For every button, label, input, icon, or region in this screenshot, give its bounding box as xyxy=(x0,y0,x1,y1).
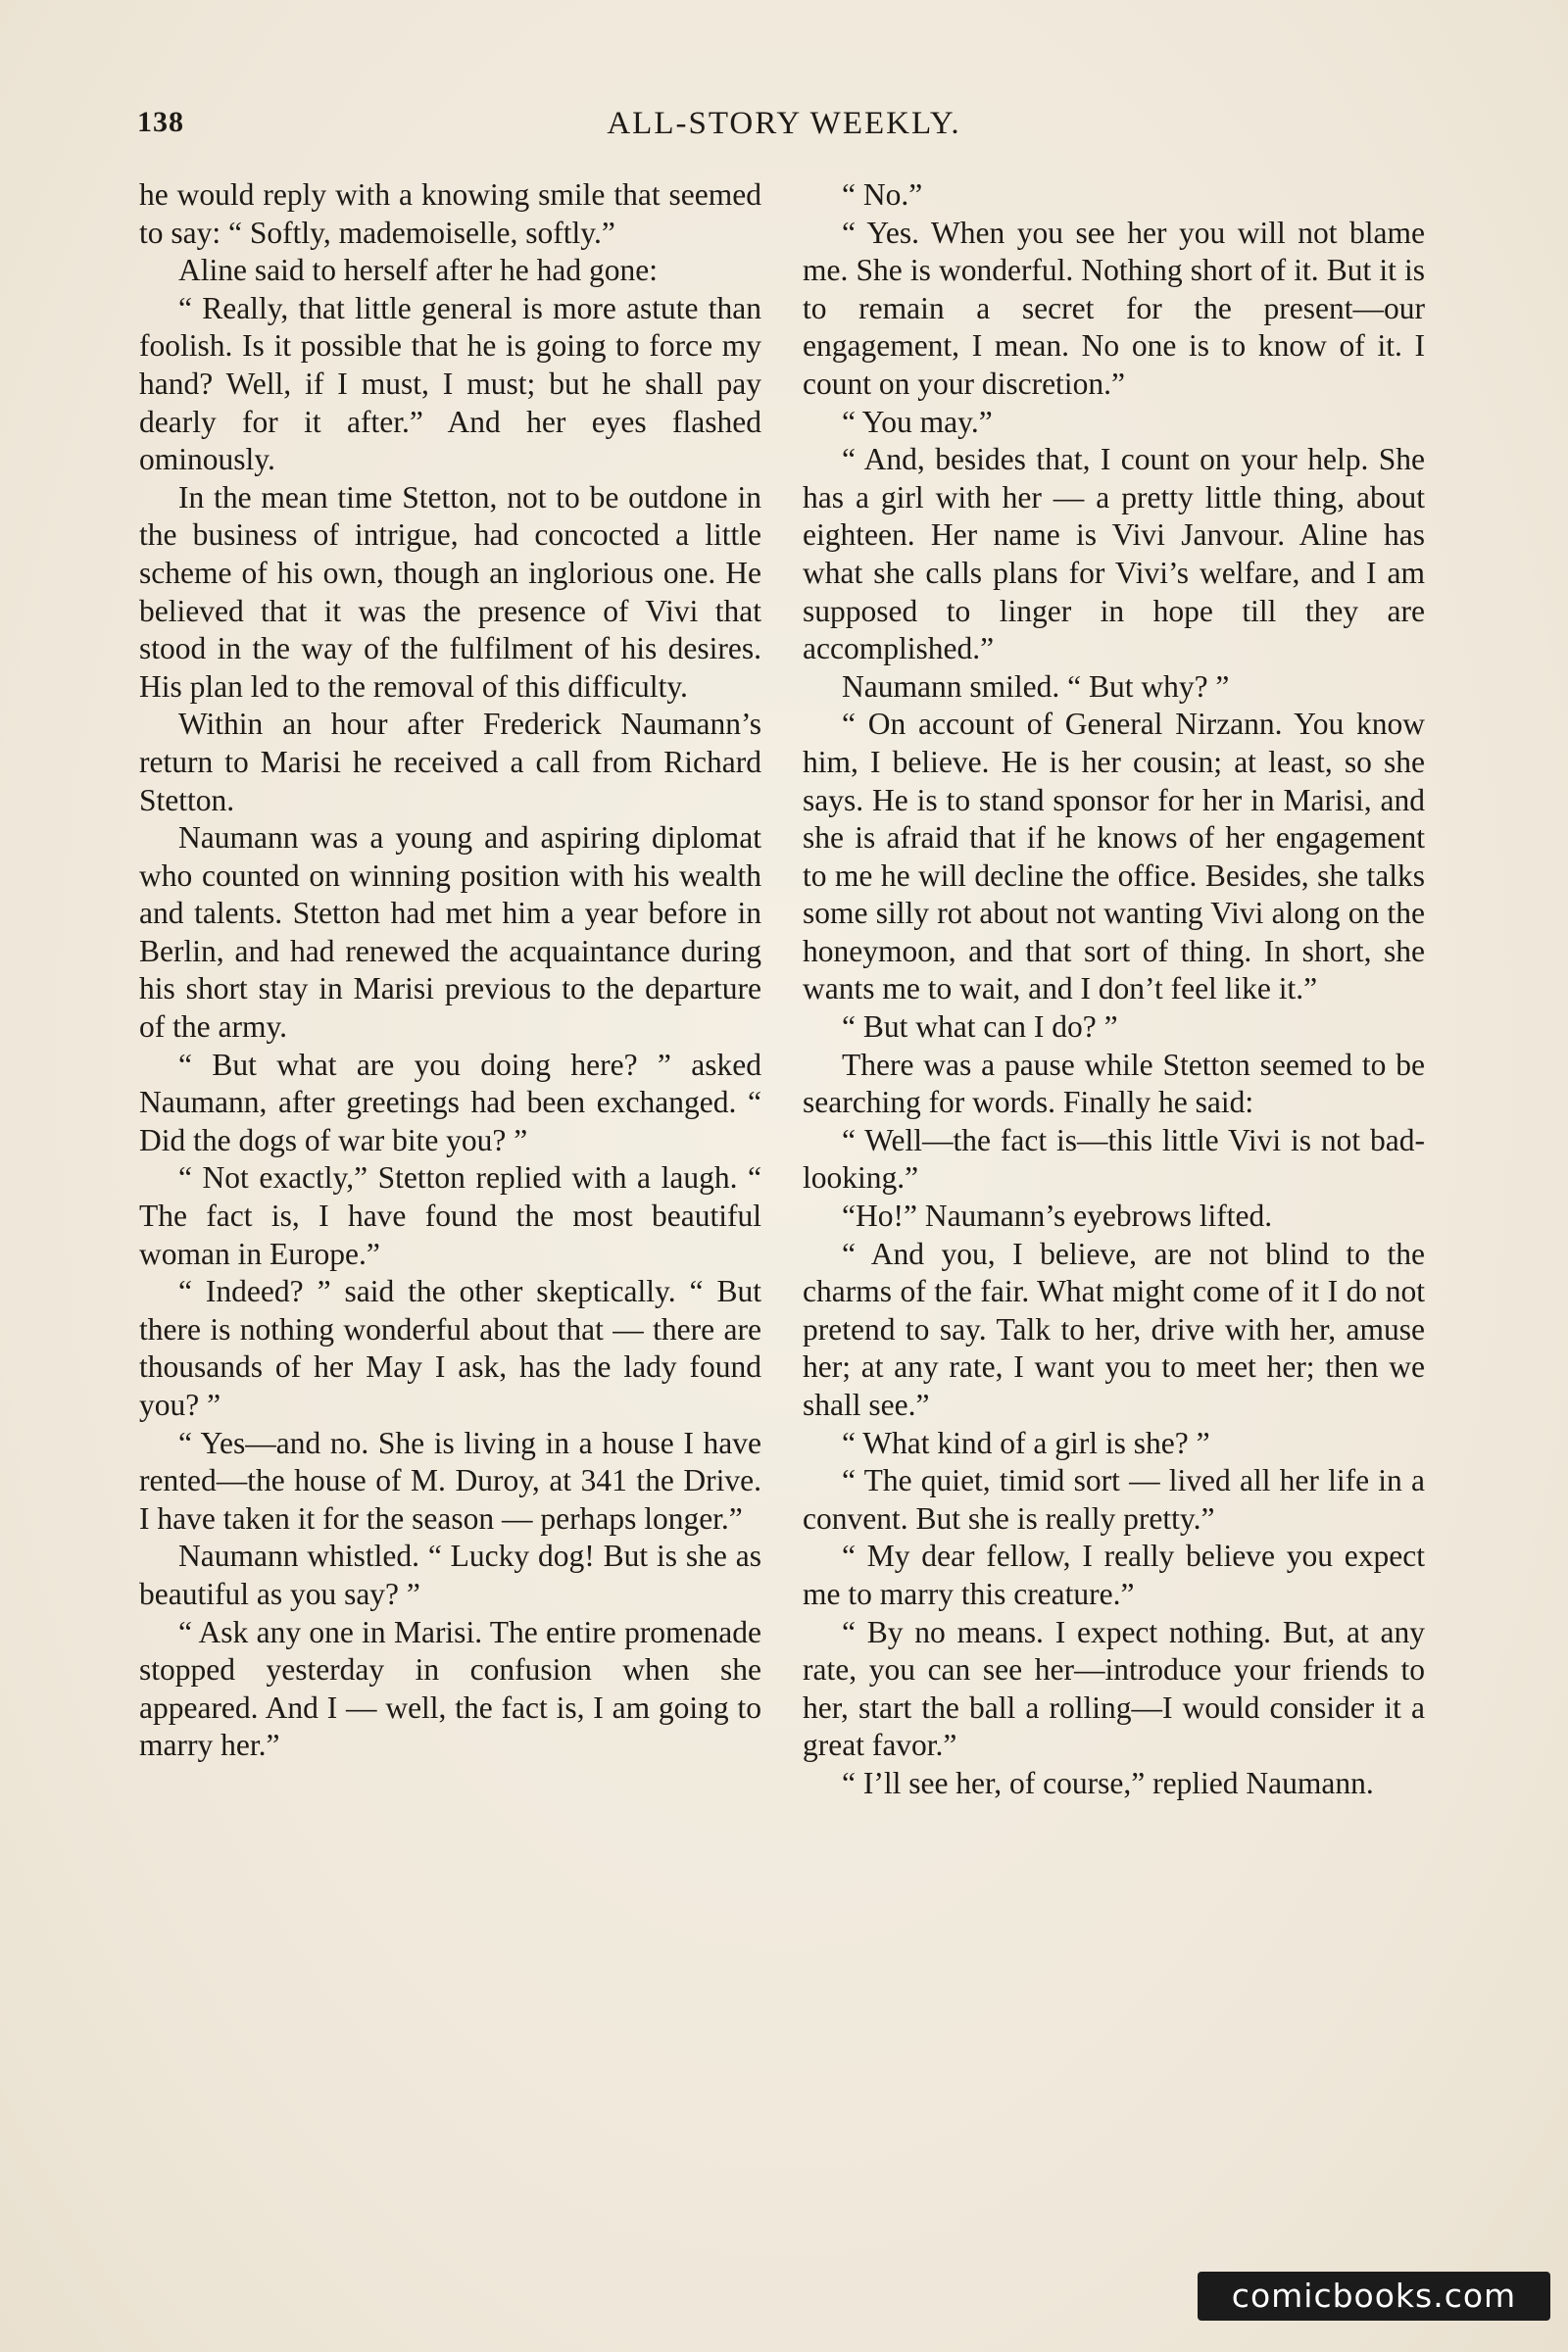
paragraph: “ No.” xyxy=(842,177,923,212)
paragraph: “ Well—the fact is—this little Vivi is not bad-looking.” xyxy=(803,1122,1425,1196)
right-column xyxy=(803,176,1425,1803)
paragraph: “ You may.” xyxy=(842,404,993,439)
paragraph: “ What kind of a girl is she? ” xyxy=(842,1425,1210,1460)
running-head: ALL-STORY WEEKLY. xyxy=(607,106,961,141)
paragraph: “ Really, that little general is more astute than foolish. Is it possible that he is going to force my hand? Well, if I must, I must; but he shall pay dearly for it after.” And her eyes flashed ominously. xyxy=(139,290,761,477)
paragraph: “Ho!” Naumann’s eyebrows lifted. xyxy=(842,1199,1273,1234)
watermark-badge: comicbooks.com xyxy=(1198,2272,1550,2321)
page-header xyxy=(137,106,1431,145)
paragraph: Aline said to herself after he had gone: xyxy=(178,253,658,288)
paragraph: “ Yes. When you see her you will not blame me. She is wonderful. Nothing short of it. But it is to remain a secret for the present—our engagement, I mean. No one is to know of it. I count on your discretion.” xyxy=(803,215,1425,401)
paragraph: “ Indeed? ” said the other skeptically. “ But there is nothing wonderful about that — there are thousands of her May I ask, has the lady found you? ” xyxy=(139,1274,761,1422)
paragraph: “ But what can I do? ” xyxy=(842,1009,1118,1045)
paragraph: “ Not exactly,” Stetton replied with a laugh. “ The fact is, I have found the most beautiful woman in Europe.” xyxy=(139,1160,761,1271)
paragraph: There was a pause while Stetton seemed to be searching for words. Finally he said: xyxy=(803,1047,1425,1120)
paragraph: “ My dear fellow, I really believe you expect me to marry this creature.” xyxy=(803,1539,1425,1611)
paragraph: Naumann smiled. “ But why? ” xyxy=(842,668,1230,704)
paragraph: In the mean time Stetton, not to be outdone in the business of intrigue, had concocted a little scheme of his own, though an inglorious one. He believed that it was the presence of Vivi that stood in the way of the fulfilment of his desires. His plan led to the removal of this difficulty. xyxy=(139,479,761,704)
page-number: 138 xyxy=(137,106,184,138)
paragraph: “ Ask any one in Marisi. The entire promenade stopped yesterday in confusion when she appeared. And I — well, the fact is, I am going to marry her.” xyxy=(139,1614,761,1763)
paragraph: he would reply with a knowing smile that seemed to say: “ Softly, mademoiselle, softly.” xyxy=(139,177,761,250)
paragraph: Within an hour after Frederick Naumann’s return to Marisi he received a call from Richard Stetton. xyxy=(139,707,761,817)
paragraph: “ I’ll see her, of course,” replied Naumann. xyxy=(842,1765,1374,1800)
paragraph: Naumann was a young and aspiring diplomat who counted on winning position with his wealth and talents. Stetton had met him a year before in Berlin, and had renewed the acquaintance during his short stay in Marisi previous to the departure of the army. xyxy=(139,820,761,1045)
paragraph: “ On account of General Nirzann. You know him, I believe. He is her cousin; at least, so she says. He is to stand sponsor for her in Marisi, and she is afraid that if he knows of her engagement to me he will decline the office. Besides, she talks some silly rot about not wanting Vivi along on the honeymoon, and that sort of thing. In short, she wants me to wait, and I don’t feel like it.” xyxy=(803,707,1425,1006)
paragraph: “ By no means. I expect nothing. But, at any rate, you can see her—introduce your friends to her, start the ball a rolling—I would consider it a great favor.” xyxy=(803,1614,1425,1763)
paragraph: “ And, besides that, I count on your help. She has a girl with her — a pretty little thing, about eighteen. Her name is Vivi Janvour. Aline has what she calls plans for Vivi’s welfare, and I am supposed to linger in hope till they are accomplished.” xyxy=(803,442,1425,666)
paragraph: “ And you, I believe, are not blind to the charms of the fair. What might come of it I do not pretend to say. Talk to her, drive with her, amuse her; at any rate, I want you to meet her; then we shall see.” xyxy=(803,1236,1425,1422)
paragraph: “ The quiet, timid sort — lived all her life in a convent. But she is really pretty.” xyxy=(803,1463,1425,1536)
paragraph: Naumann whistled. “ Lucky dog! But is she as beautiful as you say? ” xyxy=(139,1539,761,1611)
left-column xyxy=(139,176,761,1765)
paragraph: “ But what are you doing here? ” asked Naumann, after greetings had been exchanged. “ Did the dogs of war bite you? ” xyxy=(139,1047,761,1157)
paragraph: “ Yes—and no. She is living in a house I have rented—the house of M. Duroy, at 341 the Drive. I have taken it for the season — perhaps longer.” xyxy=(139,1425,761,1536)
